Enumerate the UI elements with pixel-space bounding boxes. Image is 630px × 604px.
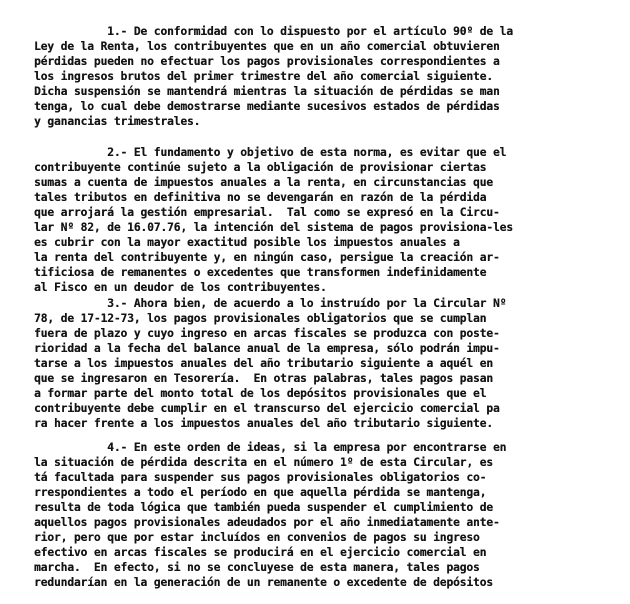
text-line: sumas a cuenta de impuestos anuales a la renta, en circunstancias que (34, 176, 493, 189)
text-line: fuera de plazo y cuyo ingreso en arcas fiscales se produzca con poste- (34, 327, 500, 340)
text-line: ra hacer frente a los impuestos anuales del año tributario siguiente. (34, 417, 493, 430)
text-line: contribuyente debe cumplir en el transcurso del ejercicio comercial pa (34, 402, 500, 415)
text-line: tales tributos en definitiva no se devengarán en razón de la pérdida (34, 191, 487, 204)
text-line: tenga, lo cual debe demostrarse mediante sucesivos estados de pérdidas (34, 100, 500, 113)
text-line: tá facultada para suspender sus pagos provisionales obligatorios co- (34, 471, 487, 484)
text-line: tarse a los impuestos anuales del año tributario siguiente a aquél en (34, 357, 493, 370)
text-line: 3.- Ahora bien, de acuerdo a lo instruído por la Circular Nº (34, 297, 507, 310)
text-line: marcha. En efecto, si no se concluyese de esta manera, tales pagos (34, 561, 480, 574)
text-line: 78, de 17-12-73, los pagos provisionales obligatorios que se cumplan (34, 312, 487, 325)
text-line: redundarían en la generación de un remanente o excedente de depósitos (34, 576, 493, 589)
text-line: 2.- El fundamento y objetivo de esta norma, es evitar que el (34, 146, 507, 159)
text-line: efectivo en arcas fiscales se producirá en el ejercicio comercial en (34, 546, 487, 559)
text-line: es cubrir con la mayor exactitud posible los impuestos anuales a (34, 236, 460, 249)
text-line: la renta del contribuyente y, en ningún caso, persigue la creación ar- (34, 251, 500, 264)
paragraph-1 (34, 24, 614, 129)
text-line: tificiosa de remanentes o excedentes que transformen indefinidamente (34, 266, 487, 279)
text-line: pérdidas pueden no efectuar los pagos provisionales correspondientes a (34, 55, 500, 68)
paragraph-4 (34, 440, 614, 590)
text-line: que se ingresaron en Tesorería. En otras palabras, tales pagos pasan (34, 372, 493, 385)
text-line: 1.- De conformidad con lo dispuesto por el artículo 90º de la (34, 25, 513, 38)
text-line: Ley de la Renta, los contribuyentes que en un año comercial obtuvieren (34, 40, 500, 53)
text-line: resulta de toda lógica que también pueda suspender el cumplimiento de (34, 501, 493, 514)
text-line: rior, pero que por estar incluídos en convenios de pagos su ingreso (34, 531, 480, 544)
text-line: a formar parte del monto total de los depósitos provisionales que el (34, 387, 487, 400)
text-line: que arrojará la gestión empresarial. Tal como se expresó en la Circu- (34, 206, 500, 219)
text-line: aquellos pagos provisionales adeudados por el año inmediatamente ante- (34, 516, 500, 529)
text-line: lar Nº 82, de 16.07.76, la intención del sistema de pagos provisiona-les (34, 221, 513, 234)
text-line: 4.- En este orden de ideas, si la empresa por encontrarse en (34, 441, 507, 454)
text-line: rrespondientes a todo el período en que aquella pérdida se mantenga, (34, 486, 487, 499)
text-line: la situación de pérdida descrita en el número 1º de esta Circular, es (34, 456, 493, 469)
text-line: Dicha suspensión se mantendrá mientras la situación de pérdidas se man (34, 85, 500, 98)
text-line: y ganancias trimestrales. (34, 115, 201, 128)
paragraph-2 (34, 145, 614, 295)
text-line: contribuyente continúe sujeto a la obligación de provisionar ciertas (34, 161, 487, 174)
text-line: los ingresos brutos del primer trimestre del año comercial siguiente. (34, 70, 493, 83)
text-line: rioridad a la fecha del balance anual de la empresa, sólo podrán impu- (34, 342, 500, 355)
paragraph-3 (34, 296, 614, 431)
text-line: al Fisco en un deudor de los contribuyentes. (34, 281, 327, 294)
